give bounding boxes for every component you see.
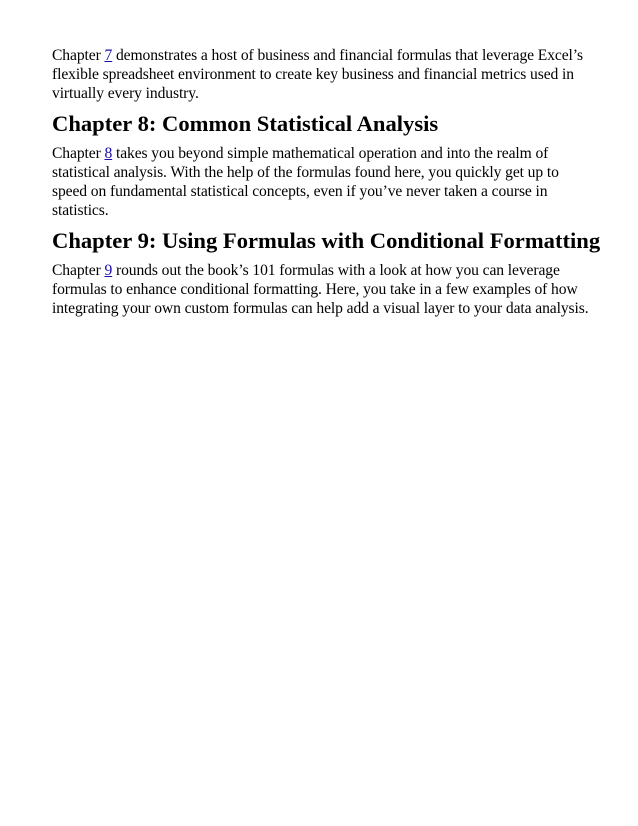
chapter-9-link[interactable]: 9 (104, 262, 113, 279)
chapter-7-text: demonstrates a host of business and financial formulas that leverage Excel’s flexible spreadsheet environment to create key business and financial metrics used in virtually every industry. (52, 47, 583, 102)
chapter-8-link[interactable]: 8 (104, 145, 113, 162)
chapter-8-heading: Chapter 8: Common Statistical Analysis (52, 111, 439, 136)
chapter-7-prefix: Chapter (52, 47, 105, 64)
chapter-7-paragraph (52, 46, 592, 103)
chapter-9-heading: Chapter 9: Using Formulas with Conditional Formatting (52, 228, 601, 253)
chapter-8-paragraph (52, 144, 592, 220)
chapter-9-paragraph (52, 261, 592, 318)
chapter-7-link[interactable]: 7 (104, 47, 113, 64)
chapter-8-prefix: Chapter (52, 145, 105, 162)
chapter-9-text: rounds out the book’s 101 formulas with a look at how you can leverage formulas to enhance conditional formatting. Here, you take in a few examples of how integrating your own custom formulas can help add a visual layer to your data analysis. (52, 262, 589, 317)
document-page (52, 46, 601, 318)
chapter-9-prefix: Chapter (52, 262, 105, 279)
chapter-8-text: takes you beyond simple mathematical operation and into the realm of statistical analysis. With the help of the formulas found here, you quickly get up to speed on fundamental statistical concepts, even if you’ve never taken a course in statistics. (52, 145, 559, 219)
